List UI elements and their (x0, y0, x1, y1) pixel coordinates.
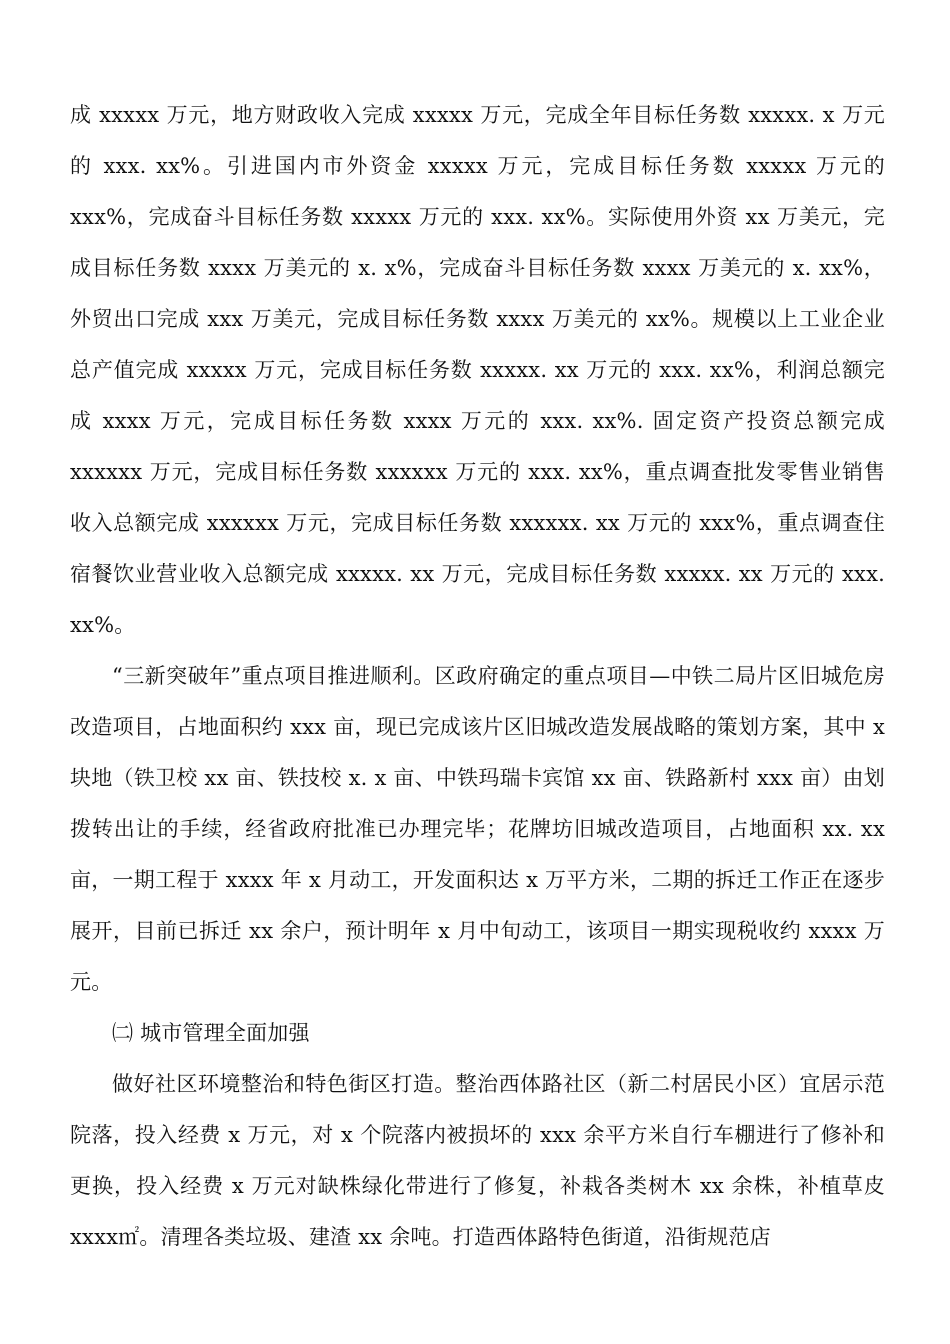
body-paragraph-2: “三新突破年”重点项目推进顺利。区政府确定的重点项目—中铁二局片区旧城危房改造项目，占地面积约 xxx 亩，现已完成该片区旧城改造发展战略的策划方案，其中 x 块地（铁卫校 xx 亩、铁技校 x. x 亩、中铁玛瑞卡宾馆 xx 亩、铁路新村 xxx 亩）由划拨转出让的手续，经省政府批准已办理完毕；花牌坊旧城改造项目，占地面积 xx. xx 亩，一期工程于 xxxx 年 x 月动工，开发面积达 x 万平方米，二期的拆迁工作正在逐步展开，目前已拆迁 xx 余户，预计明年 x 月中旬动工，该项目一期实现税收约 xxxx 万元。 (70, 664, 885, 994)
document-page (70, 90, 885, 1263)
body-paragraph-3: 做好社区环境整治和特色街区打造。整治西体路社区（新二村居民小区）宜居示范院落，投入经费 x 万元，对 x 个院落内被损坏的 xxx 余平方米自行车棚进行了修补和更换，投入经费 x 万元对缺株绿化带进行了修复，补栽各类树木 xx 余株，补植草皮 xxxx㎡。清理各类垃圾、建渣 xx 余吨。打造西体路特色街道，沿街规范店 (70, 1072, 885, 1249)
body-paragraph-1: 成 xxxxx 万元，地方财政收入完成 xxxxx 万元，完成全年目标任务数 xxxxx. x 万元的 xxx. xx%。引进国内市外资金 xxxxx 万元，完成目标任务数 xxxxx 万元的 xxx%，完成奋斗目标任务数 xxxxx 万元的 xxx. xx%。实际使用外资 xx 万美元，完成目标任务数 xxxx 万美元的 x. x%，完成奋斗目标任务数 xxxx 万美元的 x. xx%，外贸出口完成 xxx 万美元，完成目标任务数 xxxx 万美元的 xx%。规模以上工业企业总产值完成 xxxxx 万元，完成目标任务数 xxxxx. xx 万元的 xxx. xx%，利润总额完成 xxxx 万元，完成目标任务数 xxxx 万元的 xxx. xx%. 固定资产投资总额完成 xxxxxx 万元，完成目标任务数 xxxxxx 万元的 xxx. xx%，重点调查批发零售业销售收入总额完成 xxxxxx 万元，完成目标任务数 xxxxxx. xx 万元的 xxx%，重点调查住宿餐饮业营业收入总额完成 xxxxx. xx 万元，完成目标任务数 xxxxx. xx 万元的 xxx. xx%。 (70, 103, 885, 637)
section-heading: ㈡ 城市管理全面加强 (112, 1021, 310, 1045)
